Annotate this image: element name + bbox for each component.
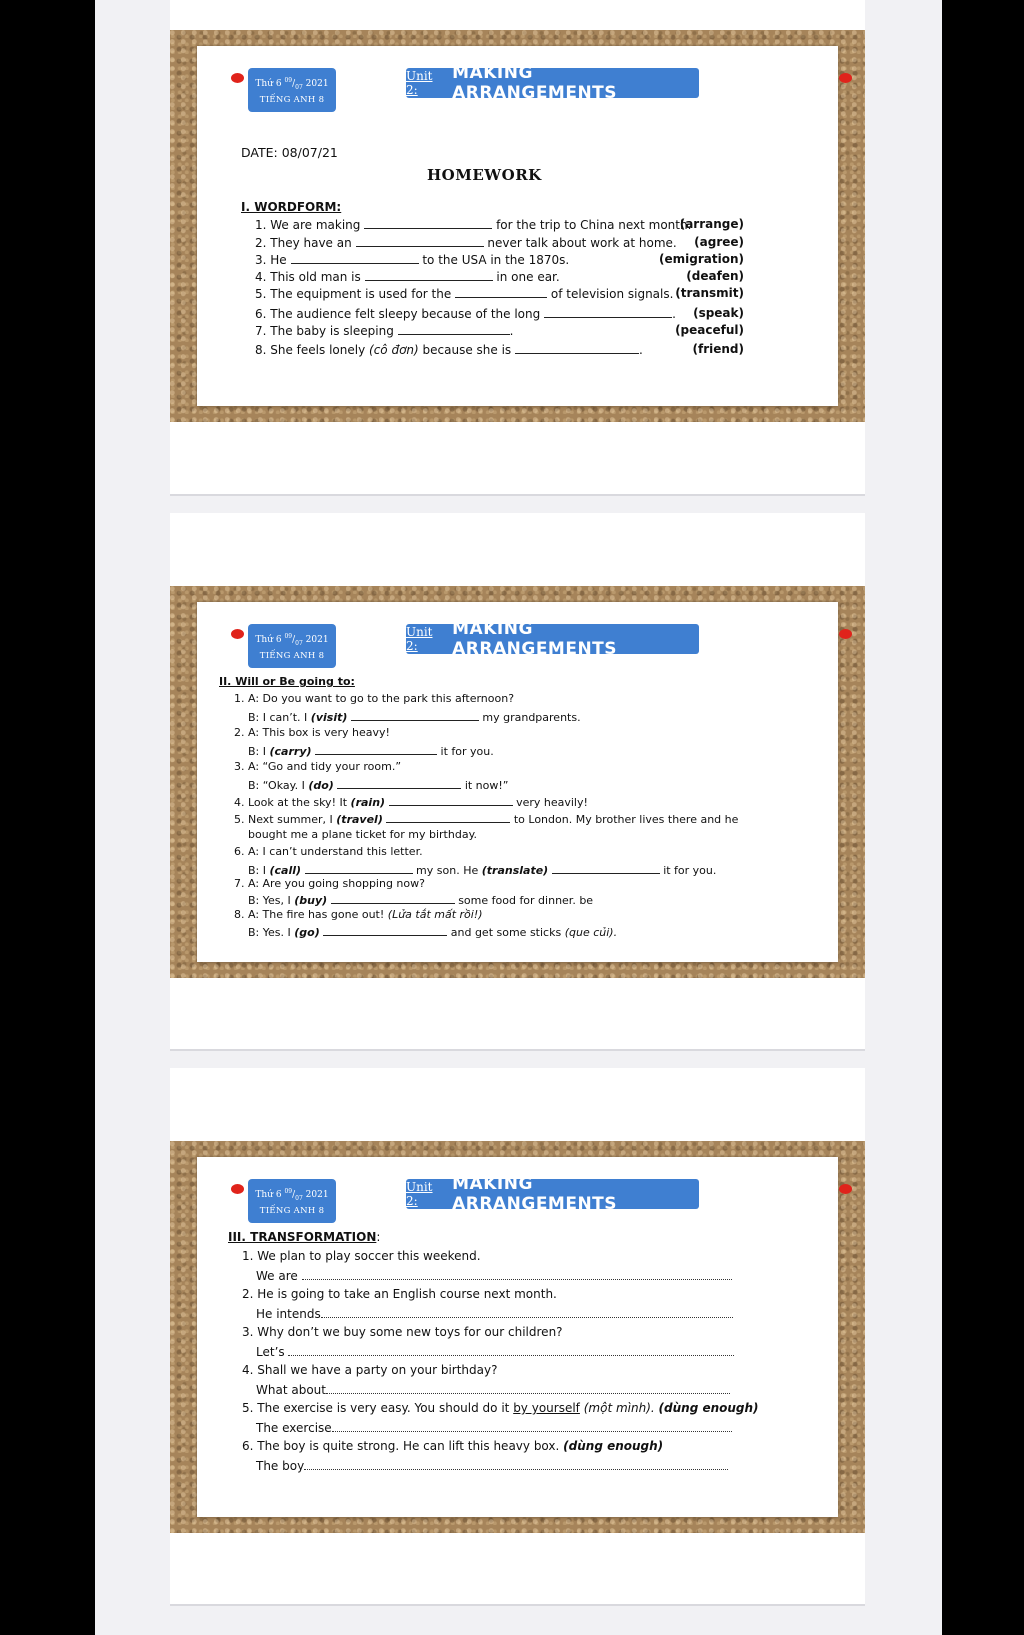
hint-8: (friend) bbox=[692, 342, 744, 356]
subject-label: TIẾNG ANH 8 bbox=[259, 650, 325, 661]
wordform-item-1: 1. We are making for the trip to China next month. bbox=[255, 218, 692, 232]
pushpin-icon bbox=[839, 73, 852, 83]
exercise-line: B: Yes, I (buy) some food for dinner. be bbox=[248, 894, 594, 907]
transformation-answer-line: Let’s bbox=[256, 1344, 734, 1359]
hint-1: (arrange) bbox=[679, 217, 744, 231]
wordform-item-5: 5. The equipment is used for the of television signals. bbox=[255, 287, 674, 301]
pushpin-icon bbox=[231, 629, 244, 639]
page-3 bbox=[170, 1068, 865, 1606]
slide-paper bbox=[197, 602, 838, 962]
pushpin-icon bbox=[839, 1184, 852, 1194]
exercise-line: B: I (carry) it for you. bbox=[248, 745, 494, 758]
section-wordform: I. WORDFORM: bbox=[241, 200, 342, 214]
hint-3: (emigration) bbox=[659, 252, 744, 266]
transformation-question: 6. The boy is quite strong. He can lift this heavy box. (dùng enough) bbox=[242, 1439, 664, 1453]
wordform-item-8: 8. She feels lonely (cô đơn) because she is . bbox=[255, 343, 643, 357]
wordform-item-4: 4. This old man is in one ear. bbox=[255, 270, 560, 284]
date-badge: Thứ 6 $^{09}/_{07}$ 2021 TIẾNG ANH 8 bbox=[248, 68, 336, 112]
page-2 bbox=[170, 513, 865, 1051]
exercise-line: B: I (call) my son. He (translate) it for you. bbox=[248, 864, 717, 877]
transformation-question: 3. Why don’t we buy some new toys for our children? bbox=[242, 1325, 563, 1339]
exercise-line: 2. A: This box is very heavy! bbox=[234, 726, 390, 739]
page-1 bbox=[170, 0, 865, 496]
pushpin-icon bbox=[231, 1184, 244, 1194]
homework-title: HOMEWORK bbox=[427, 166, 542, 184]
exercise-line: B: I can’t. I (visit) my grandparents. bbox=[248, 711, 581, 724]
exercise-line: B: Yes. I (go) and get some sticks (que củi). bbox=[248, 926, 618, 939]
hint-5: (transmit) bbox=[675, 286, 744, 300]
hint-7: (peaceful) bbox=[675, 323, 744, 337]
wordform-item-2: 2. They have an never talk about work at home. bbox=[255, 236, 677, 250]
date-badge: Thứ 6 $^{09}/_{07}$ 2021 TIẾNG ANH 8 bbox=[248, 1179, 336, 1223]
pushpin-icon bbox=[231, 73, 244, 83]
transformation-question: 5. The exercise is very easy. You should do it by yourself (một mình). (dùng enough) bbox=[242, 1401, 759, 1415]
slide-wordform bbox=[170, 30, 865, 422]
transformation-answer-line: We are bbox=[256, 1268, 732, 1283]
transformation-answer-line: He intends bbox=[256, 1306, 733, 1321]
transformation-question: 1. We plan to play soccer this weekend. bbox=[242, 1249, 481, 1263]
exercise-line: 1. A: Do you want to go to the park this afternoon? bbox=[234, 692, 515, 705]
slide-paper bbox=[197, 46, 838, 406]
hint-4: (deafen) bbox=[686, 269, 744, 283]
exercise-line: 7. A: Are you going shopping now? bbox=[234, 877, 425, 890]
exercise-line: 3. A: “Go and tidy your room.” bbox=[234, 760, 402, 773]
section-will-going-to: II. Will or Be going to: bbox=[219, 675, 355, 688]
unit-title-badge: Unit 2: MAKING ARRANGEMENTS bbox=[406, 624, 699, 654]
wordform-item-7: 7. The baby is sleeping . bbox=[255, 324, 514, 338]
hint-2: (agree) bbox=[694, 235, 744, 249]
transformation-answer-line: What about bbox=[256, 1382, 730, 1397]
exercise-line: 5. Next summer, I (travel) to London. My brother lives there and he bbox=[234, 813, 739, 826]
exercise-line: 4. Look at the sky! It (rain) very heavily! bbox=[234, 796, 588, 809]
transformation-answer-line: The boy bbox=[256, 1458, 728, 1473]
exercise-line: 6. A: I can’t understand this letter. bbox=[234, 845, 423, 858]
transformation-question: 2. He is going to take an English course next month. bbox=[242, 1287, 557, 1301]
unit-title-badge: Unit 2: MAKING ARRANGEMENTS bbox=[406, 1179, 699, 1209]
wordform-item-3: 3. He to the USA in the 1870s. bbox=[255, 253, 570, 267]
slide-transformation bbox=[170, 1141, 865, 1533]
exercise-line: bought me a plane ticket for my birthday. bbox=[248, 828, 478, 841]
slide-will-going-to bbox=[170, 586, 865, 978]
pushpin-icon bbox=[839, 629, 852, 639]
subject-label: TIẾNG ANH 8 bbox=[259, 94, 325, 105]
date-line: DATE: 08/07/21 bbox=[241, 145, 338, 160]
date-badge: Thứ 6 $^{09}/_{07}$ 2021 TIẾNG ANH 8 bbox=[248, 624, 336, 668]
transformation-answer-line: The exercise bbox=[256, 1420, 732, 1435]
unit-title-badge: Unit 2: MAKING ARRANGEMENTS bbox=[406, 68, 699, 98]
transformation-question: 4. Shall we have a party on your birthday? bbox=[242, 1363, 498, 1377]
document-viewer[interactable] bbox=[95, 0, 942, 1635]
exercise-line: B: “Okay. I (do) it now!” bbox=[248, 779, 509, 792]
subject-label: TIẾNG ANH 8 bbox=[259, 1205, 325, 1216]
wordform-item-6: 6. The audience felt sleepy because of the long . bbox=[255, 307, 676, 321]
slide-paper bbox=[197, 1157, 838, 1517]
exercise-line: 8. A: The fire has gone out! (Lửa tắt mất rồi!) bbox=[234, 908, 483, 921]
hint-6: (speak) bbox=[693, 306, 744, 320]
section-transformation: III. TRANSFORMATION: bbox=[228, 1230, 381, 1244]
